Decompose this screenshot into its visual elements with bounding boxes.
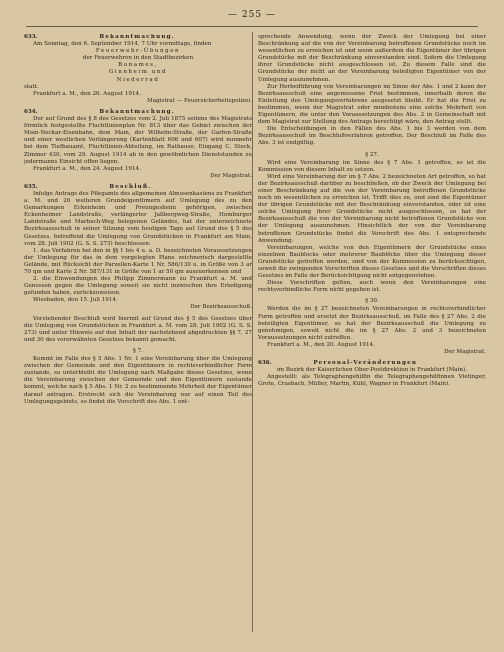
notice-emphasis: Feuerwehr-Übungen [95,48,181,55]
section-30 [258,298,486,356]
notice-title: Bekanntmachung. [99,108,175,115]
notice-line: der Feuerwehren in den Stadtbezirken [82,55,194,62]
notice-number: 633. [24,34,38,40]
notice-634 [24,109,252,180]
section-text: Diese Vorschriften gelten, auch wenn den Vereinbarungen eine rechtsverbindliche Form nicht gegeben ist. [258,280,486,294]
right-column [258,34,486,638]
place-name: Niederrad [116,76,160,83]
notice-number: 634. [24,108,38,115]
notice-signature: Der Bezirksausschuß. [190,304,252,311]
notice-635 [24,184,252,312]
notice-subtitle: im Bezirk der Kaiserlichen Ober-Postdirektion in Frankfurt (Main). [277,367,467,374]
section-text: Werden die im § 27 bezeichneten Vereinbarungen in rechtsverbindlicher Form getroffen und ersetzt der Bezirksausschuß, im Falle des § 27 Abs. 2 die beteiligten Eigentümer, so hat der Bezirksausschuß die Umlegung zu genehmigen, soweit nicht die im § 27 Abs. 2 und 3 bezeichneten Voraussetzungen nicht zutreffen. [258,306,486,341]
left-column [24,34,252,638]
section-text: Kommt im Falle des § 5 Abs. 1 Nr. 1 eine Vereinbarung über die Umlegung zwischen der Gemeinde und den Eigentümern in rechtsverbindlicher Form zustande, so unterbleibt die Umlegung nach Maßgabe dieses Gesetzes, wenn die Vereinbarung zwischen der Gemeinde und den Eigentümern zustande kommt, welche nach § 5 Abs. 1 Nr. 2 zu bestimmende Mehrheit der Eigentümer darauf antragen. Erstreckt sich die Vereinbarung nur auf einen Teil des Umlegungsgebiets, so findet die Vorschrift des Abs. 1 ent- [24,356,252,405]
section-label: § 27. [365,151,379,158]
section-text: Zur Herbeiführung von Vereinbarungen im Sinne der Abs. 1 und 2 kann der Bezirksausschuß eine angemessene Frist bestimmen, innerhalb deren die Einleitung des Umlegungsverfahrens ausgesetzt bleibt. Er hat die Frist zu bestimmen, wenn der Magistrat oder mindestens eine solche Mehrheit von Eigentümern, die unter den Voraussetzungen des Abs. 2 in Gemeinschaft mit dem Magistrat zur Stellung des Antrags berechtigt wäre, den Antrag stellt. [258,83,486,126]
section-text: Wird eine Vereinbarung im Sinne des § 7 Abs. 1 getroffen, so ist die Kommission von diesem Inhalt zu setzen. [258,159,486,173]
page-header [0,10,504,30]
header-rule [26,26,478,27]
section-27 [258,152,486,295]
notice-date: Frankfurt a. M., den 20. August 1914. [267,341,375,348]
notice-text: Infolge Antrags des Pflegamts des allgemeinen Almosenkastens zu Frankfurt a. M. und 26 weiteren Grundeigentümern auf Umlegung des zu den Gemarkungen Eckenheim und Preungesheim gehörigen, zwischen Eckenheimer Landstraße, verlängerter Jaßbergweg-Straße, Homburger Landstraße und Marbach-Weg belegenen Geländes, hat der unterzeichnete Bezirksausschuß in seiner Sitzung vom heutigen Tage auf Grund des § 5 des Gesetzes, betreffend die Umlegung von Grundstücken in Frankfurt am Main, vom 28. Juli 1902 (G. S. S. 273) beschlossen: [24,190,252,247]
notice-date: Frankfurt a. M., den 26. August 1914. [33,90,141,97]
notice-number: 635. [24,183,38,190]
notice-number: 636. [258,360,272,367]
notice-item: 1. das Verfahren bei den in §§ 1 bis 4 u. a. D. bezeichneten Voraussetzungen der Umlegung für das in dem vorgelegten Plane zeichnerisch dargestellte Gelände, mit Rücksicht der Parzellen-Karte 1 Nr. 586/130 u. in Größe von 3 ar 70 qm und Karte 2 Nr. 587/131 in Größe von 1 ar 50 qm auszuerkennen und [24,247,252,275]
notice-title: Beschluß. [109,183,152,190]
section-label: § 7. [133,347,143,354]
section-7-continued [258,34,486,148]
notice-line: statt. [24,83,39,90]
notice-signature: Der Magistrat. [444,349,486,356]
section-text: Die Entscheidungen in den Fällen des Abs. 1 bis 3 werden von dem Bezirksausschuß im Beschlußverfahren getroffen. Der Beschluß im Falle des Abs. 3 ist endgültig. [258,126,486,147]
notice-text: Vorstehender Beschluß wird hiermit auf Grund des § 5 des Gesetzes über die Umlegung von Grundstücken in Frankfurt a. M. vom 28. Juli 1902 (G. S. S. 273) und unter Hinweis auf den Inhalt der nachstehend abgedruckten §§ 7, 27 und 30 des vorerwähnten Gesetzes bekannt gemacht. [24,315,252,343]
notice-signature: Magistrat — Feuersicherheitspolizei. [147,97,252,104]
notice-date: Frankfurt a. M., den 24. August 1914. [33,165,141,172]
notice-text: Angestellt: als Telegraphengehilfin die Telegraphengehilfinnen Vietinger, Grote, Crasbach, Müller, Martin, Kühl, Wagner in Frankfurt (Main). [258,374,486,388]
section-7 [24,348,252,406]
notice-633 [24,34,252,105]
section-text: sprechende Anwendung, wenn der Zweck der Umlegung bei einer Beschränkung auf die von der Vereinbarung betroffenen Grundstücke noch im wesentlichen zu erreichen ist und wenn außerdem die Eigentümer der übrigen Grundstücke mit der Beschränkung einverstanden sind. Sofern die Umlegung ihrer Grundstücke nicht ausgeschlossen ist. Zu diesem Falle sind die Grundstücke der nicht an der Vereinbarung beteiligten Eigentümer von der Umlegung auszunehmen. [258,34,486,83]
notice-signature: Der Magistrat. [210,172,252,179]
section-label: § 30. [365,298,379,305]
notice-text: Am Sonntag, den 6. September 1914, 7 Uhr vormittags, finden [33,41,212,48]
place-name: Ginnheim und [108,69,168,76]
notice-date: Wiesbaden, den 15. Juli 1914. [33,297,118,304]
notice-title: Bekanntmachung. [99,34,175,40]
notice-item: 2. die Einwendungen des Philipp Zimmermann zu Frankfurt a. M. und Genossen gegen die Umlegung soweit sie nicht inzwischen ihre Erledigung gefunden haben, zurückzuweisen. [24,276,252,297]
notice-text: Der auf Grund des § 8 des Gesetzes vom 2. Juli 1875 seitens des Magistrats förmlich festgestellte Fluchtlinienplan Nr. 813 über das Gebiet zwischen der Main-Neckar-Eisenbahn, dem Main, der Wilhelm-Straße, der Garten-Straße und einer westlichen Verlängerung (Kartenblatt 606 und 607) wird nunmehr bei dem Tiefbauamt, Fluchtlinien-Abteilung, im Rathause, Eingang C, Stock, Zimmer 430, vom 29. August 1914 ab in den gewöhnlichen Dienststunden zu jedermanns Einsicht offen liegen. [24,116,252,165]
notice-636 [258,360,486,388]
notice-publication [24,316,252,344]
notice-title: Personal-Veränderungen [313,360,418,367]
place-name: Bonames, [118,62,158,69]
section-text: Wird eine Vereinbarung der im § 7 Abs. 2 bezeichneten Art getroffen, so hat der Bezirksausschuß darüber zu beschließen, ob der Zweck der Umlegung bei einer Beschränkung auf die von der Vereinbarung betroffenen Grundstücke noch im wesentlichen zu erreichen ist. Trifft dies zu, und sind die Eigentümer der übrigen Grundstücke mit der Beschränkung einverstanden, oder ist eine solche Umlegung ihrer Grundstücke nicht ausgeschlossen, so hat der Bezirksausschuß die von der Vereinbarung nicht betroffenen Grundstücke von der Umlegung auszunehmen. Hinsichtlich der von der Vereinbarung betroffenen Grundstücke findet die Vorschrift des Abs. 1 entsprechende Anwendung. [258,173,486,244]
section-text: Vereinbarungen, welche von den Eigentümern der Grundstücke eines einzelnen Baublocks oder mehrerer Baublöcke über die Umlegung dieser Grundstücke getroffen werden, sind von der Kommission zu berücksichtigen, soweit die zwingenden Vorschriften dieses Gesetzes und die Vorschriften dieses Gesetzes im Falle der Berücksichtigung nicht entgegenstehen. [258,244,486,280]
page-number: — 255 — [228,10,276,20]
column-divider [252,32,253,632]
